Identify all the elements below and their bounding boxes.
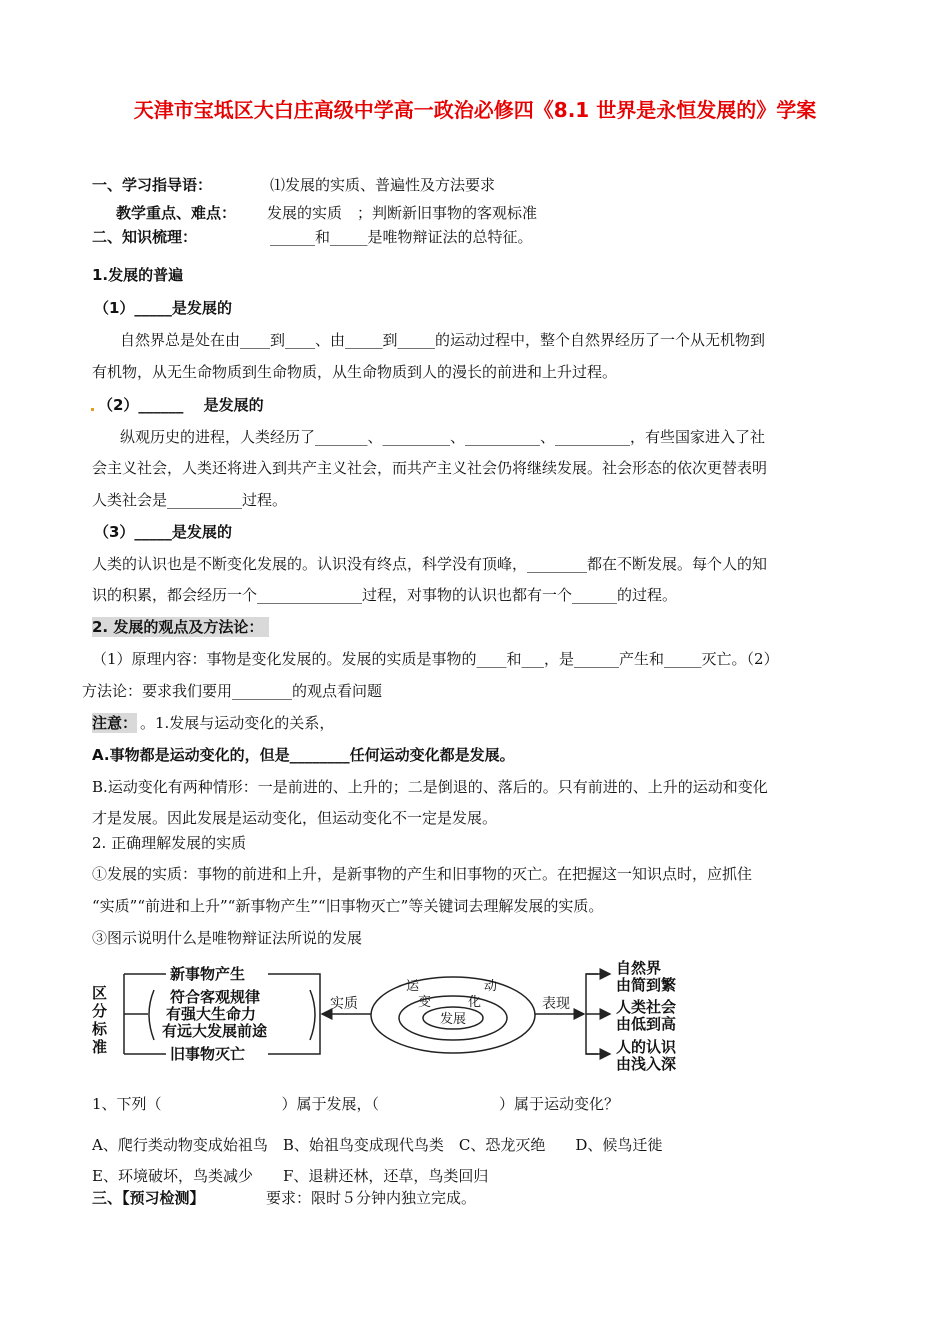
diagram-left-label-2: 分 <box>92 1002 108 1020</box>
ring-char-4: 化 <box>468 995 482 1010</box>
diagram-right-3: 人类社会 <box>616 998 677 1016</box>
note-intro: 。1.发展与运动变化的关系， <box>140 714 335 732</box>
diagram-mid-2: 有强大生命力 <box>166 1005 257 1023</box>
diagram-center: 发展 <box>440 1012 467 1027</box>
section3-heading: 三、【预习检测】 <box>92 1189 205 1207</box>
diagram-left-label-3: 标 <box>92 1020 108 1038</box>
ring-char-2: 动 <box>484 979 498 994</box>
diagram-right-1: 自然界 <box>616 960 662 977</box>
note-b1: B.运动变化有两种情形：一是前进的、上升的；二是倒退的、落后的。只有前进的、上升的运动和变化 <box>92 778 768 796</box>
part1-sub2-line2: 会主义社会，人类还将进入到共产主义社会，而共产主义社会仍将继续发展。社会形态的依次更替表明 <box>92 459 768 477</box>
section1-heading: 一、学习指导语： <box>92 176 213 194</box>
focus-label: 教学重点、难点： <box>116 204 237 222</box>
part1-sub1-line1: 自然界总是处在由____到____、由_____到_____的运动过程中，整个自然界经历了一个从无机物到 <box>120 331 766 349</box>
note-a: A.事物都是运动变化的，但是________任何运动变化都是发展。 <box>92 746 515 764</box>
note-b2: 才是发展。因此发展是运动变化，但运动变化不一定是发展。 <box>92 809 498 827</box>
part1-sub2-line3: 人类社会是__________过程。 <box>92 491 288 509</box>
diagram-top: 新事物产生 <box>170 965 246 983</box>
marker-dot <box>91 408 94 411</box>
focus-text: 发展的实质 ；判断新旧事物的客观标准 <box>267 204 538 222</box>
part2-line2: 方法论：要求我们要用________的观点看问题 <box>82 682 383 700</box>
section1-text: ⑴发展的实质、普遍性及方法要求 <box>270 176 496 194</box>
diagram-left-label-1: 区 <box>92 984 108 1002</box>
diagram-bottom: 旧事物灭亡 <box>170 1045 246 1063</box>
diagram-right-4: 由低到高 <box>616 1015 677 1033</box>
question-options1: A、爬行类动物变成始祖鸟 B、始祖鸟变成现代鸟类 C、恐龙灭绝 D、候鸟迁徙 <box>92 1136 663 1154</box>
section3-text: 要求：限时５分钟内独立完成。 <box>266 1189 477 1207</box>
part1-sub2-line1: 纵观历史的进程，人类经历了_______、_________、__________、__________，有些国家进入了社 <box>120 428 766 446</box>
note-e: ③图示说明什么是唯物辩证法所说的发展 <box>92 929 363 947</box>
note-d1: ①发展的实质：事物的前进和上升，是新事物的产生和旧事物的灭亡。在把握这一知识点时，应抓住 <box>92 865 753 883</box>
diagram-right-5: 人的认识 <box>616 1038 677 1056</box>
diagram-arrow-right: 表现 <box>542 996 570 1012</box>
section2-text: ______和_____是唯物辩证法的总特征。 <box>270 228 533 246</box>
diagram-left-label-4: 准 <box>92 1038 108 1056</box>
part2-line1: （1）原理内容：事物是变化发展的。发展的实质是事物的____和___，是______产生和_____灭亡。（2） <box>92 650 779 668</box>
part2-heading: 2. 发展的观点及方法论： <box>92 617 269 637</box>
note-label: 注意： <box>92 714 138 732</box>
question-line1: 1、下列（ ）属于发展，（ ）属于运动变化？ <box>92 1095 620 1113</box>
page-title: 天津市宝坻区大白庄高级中学高一政治必修四《8.1 世界是永恒发展的》学案 <box>133 98 817 122</box>
diagram-arrow-left: 实质 <box>330 996 358 1012</box>
development-diagram <box>88 960 708 1072</box>
part1-sub1-title: （1）_____是发展的 <box>94 299 232 317</box>
diagram-mid-1: 符合客观规律 <box>170 988 261 1006</box>
section2-heading: 二、知识梳理： <box>92 228 198 246</box>
part1-heading: 1.发展的普遍 <box>92 266 184 284</box>
part1-sub3-line2: 识的积累，都会经历一个______________过程，对事物的认识也都有一个______的过程。 <box>92 586 678 604</box>
note-d2: “实质”“前进和上升”“新事物产生”“旧事物灭亡”等关键词去理解发展的实质。 <box>92 897 604 915</box>
part1-sub2-title: （2）______ 是发展的 <box>98 396 264 414</box>
part1-sub3-line1: 人类的认识也是不断变化发展的。认识没有终点，科学没有顶峰，________都在不断发展。每个人的知 <box>92 555 768 573</box>
part1-sub1-line2: 有机物，从无生命物质到生命物质，从生命物质到人的漫长的前进和上升过程。 <box>92 363 618 381</box>
diagram-right-2: 由简到繁 <box>616 976 677 994</box>
question-options2: E、环境破坏，鸟类减少 F、退耕还林，还草，鸟类回归 <box>92 1167 489 1185</box>
part1-sub3-title: （3）_____是发展的 <box>94 523 232 541</box>
note-c: 2. 正确理解发展的实质 <box>92 834 247 852</box>
ring-char-1: 运 <box>406 979 420 994</box>
ring-char-3: 变 <box>418 995 432 1010</box>
diagram-right-6: 由浅入深 <box>616 1055 677 1072</box>
diagram-mid-3: 有远大发展前途 <box>162 1022 268 1040</box>
